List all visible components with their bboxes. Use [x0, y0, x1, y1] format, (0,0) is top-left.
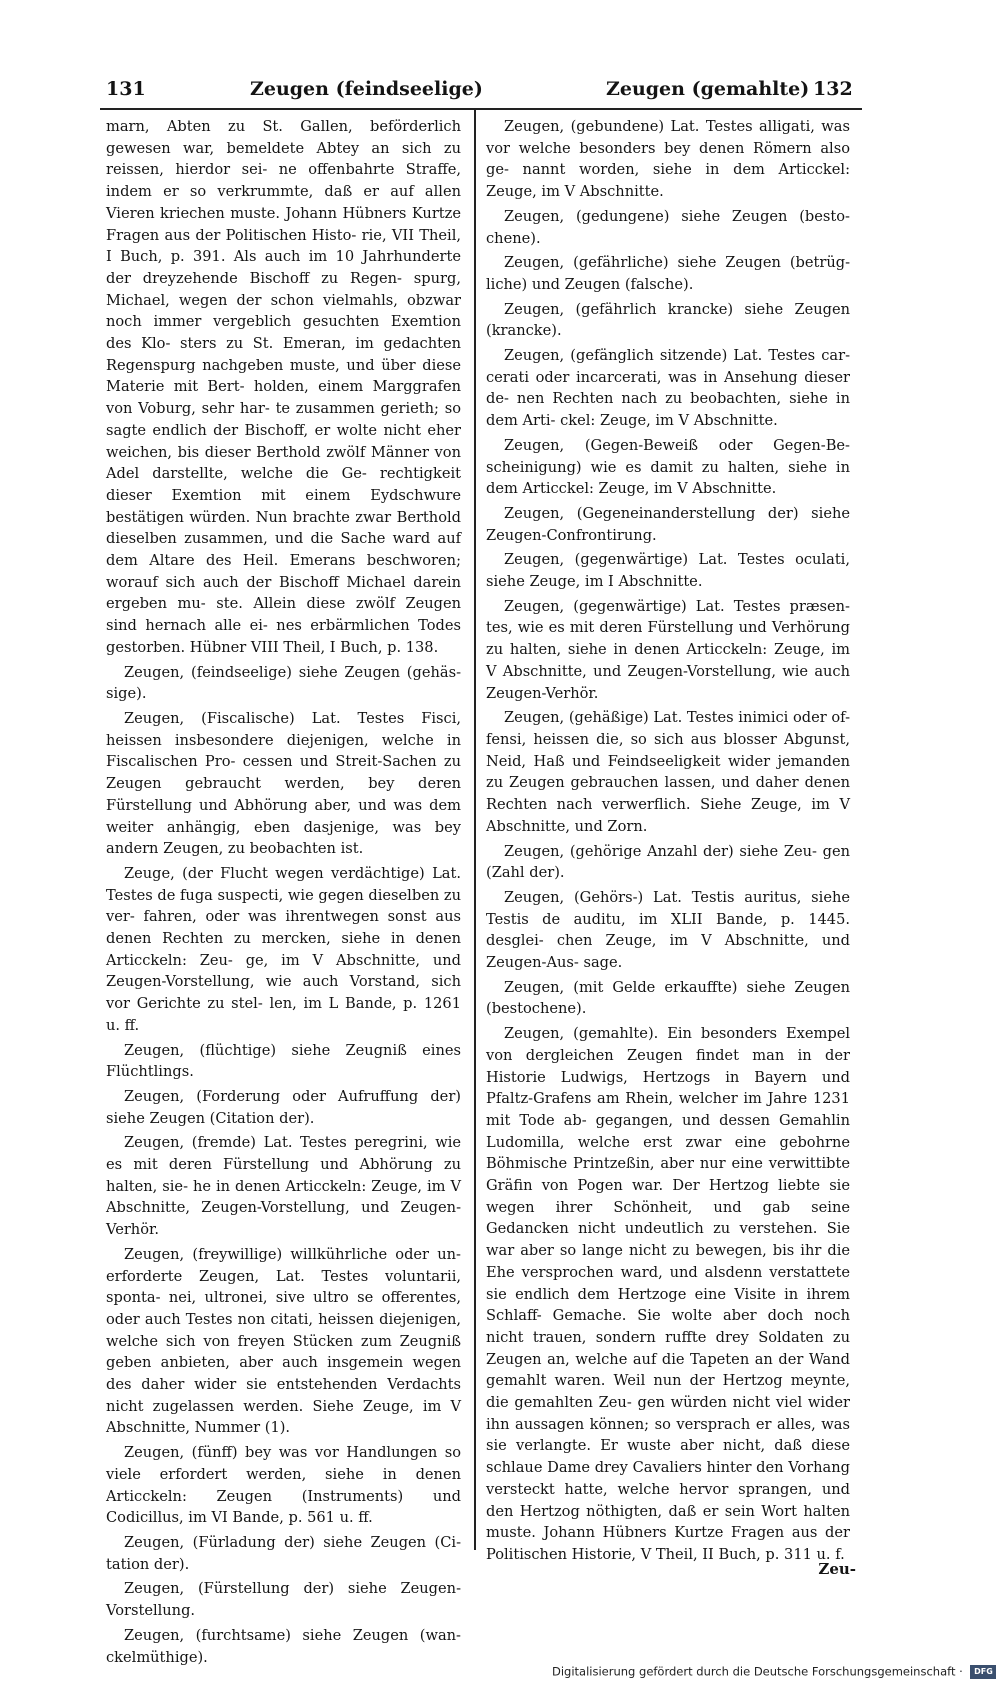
- entry-paragraph: Zeugen, (gehäßige) Lat. Testes inimici oder of- fensi, heissen die, so sich aus blosser Abgunst, Neid, Haß und Feindseeligkeit wider jemanden zu Zeugen gebrauchen lassen, und daher denen Rechten nach verwerflich. Siehe Zeuge, im V Abschnitte, und Zorn.: [486, 709, 850, 835]
- entry-paragraph: Zeugen, (gehörige Anzahl der) siehe Zeu- gen (Zahl der).: [486, 842, 850, 882]
- catchword: Zeu-: [818, 1560, 856, 1578]
- left-running-title: Zeugen (feindseelige): [250, 78, 483, 100]
- entry-paragraph: Zeugen, (gedungene) siehe Zeugen (besto- chene).: [486, 207, 850, 247]
- entry-paragraph: Zeugen, (gegenwärtige) Lat. Testes oculati, siehe Zeuge, im I Abschnitte.: [486, 551, 850, 591]
- right-running-title: Zeugen (gemahlte): [606, 78, 810, 100]
- entry-paragraph: Zeugen, (Gegen-Beweiß oder Gegen-Be- scheinigung) wie es damit zu halten, siehe in dem Articckel: Zeuge, im V Abschnitte.: [486, 436, 850, 498]
- entry-paragraph: Zeugen, (feindseelige) siehe Zeugen (gehäs- sige).: [106, 663, 461, 703]
- left-column: [106, 116, 461, 1671]
- entry-paragraph: Zeugen, (furchtsame) siehe Zeugen (wan- ckelmüthige).: [106, 1626, 461, 1666]
- entry-paragraph: Zeugen, (freywillige) willkührliche oder un- erforderte Zeugen, Lat. Testes voluntarii, sponta- nei, ultronei, sive ultro se offerentes, oder auch Testes non citati, heissen diejenigen, welche sich von freyen Stücken zum Zeugniß geben anbieten, aber auch insgemein wegen des daher wider sie entstehenden Verdachts nicht zugelassen werden. Siehe Zeuge, im V Abschnitte, Nummer (1).: [106, 1245, 461, 1437]
- footer-text: Digitalisierung gefördert durch die Deutsche Forschungsgemeinschaft ·: [552, 1664, 963, 1679]
- left-page-number: 131: [106, 78, 146, 100]
- entry-paragraph: Zeugen, (gefährlich krancke) siehe Zeugen (krancke).: [486, 300, 850, 340]
- right-column: [486, 116, 850, 1569]
- entry-paragraph: Zeugen, (gebundene) Lat. Testes alligati, was vor welche besonders bey denen Römern also ge- nannt worden, siehe in dem Articckel: Zeuge, im V Abschnitte.: [486, 118, 850, 201]
- entry-paragraph: Zeugen, (Fürladung der) siehe Zeugen (Ci- tation der).: [106, 1534, 461, 1573]
- page-header: [100, 66, 862, 110]
- entry-paragraph: Zeugen, (Forderung oder Aufruffung der) siehe Zeugen (Citation der).: [106, 1087, 461, 1127]
- entry-paragraph: Zeuge, (der Flucht wegen verdächtige) Lat. Testes de fuga suspecti, wie gegen dieselben zu ver- fahren, oder was ihrentwegen sonst aus denen Rechten zu mercken, siehe in denen Articckeln: Zeu- ge, im V Abschnitte, und Zeugen-Vorstellung, wie auch Vorstand, sich vor Gerichte zu stel- len, im L Bande, p. 1261 u. ff.: [106, 864, 461, 1034]
- entry-paragraph: Zeugen, (Fürstellung der) siehe Zeugen- Vorstellung.: [106, 1580, 461, 1620]
- digitization-footer: [552, 1664, 996, 1682]
- entry-paragraph: Zeugen, (fremde) Lat. Testes peregrini, wie es mit deren Fürstellung und Abhörung zu halten, sie- he in denen Articckeln: Zeuge, im V Abschnitte, Zeugen-Vorstellung, und Zeugen-Verhör.: [106, 1134, 461, 1239]
- column-divider: [474, 110, 476, 1550]
- entry-paragraph: Zeugen, (gegenwärtige) Lat. Testes præsen- tes, wie es mit deren Fürstellung und Verhörung zu halten, siehe in denen Articckeln: Zeuge, im V Abschnitte, und Zeugen-Vorstellung, wie auch Zeugen-Verhör.: [486, 597, 850, 702]
- entry-paragraph: Zeugen, (mit Gelde erkauffte) siehe Zeugen (bestochene).: [486, 978, 850, 1018]
- entry-paragraph: Zeugen, (gemahlte). Ein besonders Exempel von dergleichen Zeugen findet man in der Historie Ludwigs, Hertzogs in Bayern und Pfaltz-Grafens am Rhein, welcher im Jahre 1231 mit Tode ab- gegangen, und dessen Gemahlin Ludomilla, welche erst zwar eine gebohrne Böhmische Printzeßin, aber nur eine verwittibte Gräfin von Pogen war. Der Hertzog liebte sie wegen ihrer Schönheit, und gab seine Gedancken nicht undeutlich zu verstehen. Sie war aber so lange nicht zu bewegen, bis ihr die Ehe versprochen ward, und alsdenn verstattete sie endlich dem Hertzoge eine Visite in ihrem Schlaff- Gemache. Sie wolte aber doch noch nicht trauen, sondern ruffte drey Soldaten zu Zeugen an, welche auf die Tapeten an der Wand gemahlt waren. Weil nun der Hertzog meynte, die gemahlten Zeu- gen würden nicht viel wider ihn aussagen können; so versprach er alles, was sie verlangte. Er wuste aber nicht, daß diese schlaue Dame drey Cavaliers hinter den Vorhang versteckt hatte, welche hervor sprangen, und den Hertzog nöthigten, daß er sein Wort halten muste. Johann Hübners Kurtze Fragen aus der Politischen Historie, V Theil, II Buch, p. 311 u. f.: [486, 1025, 850, 1563]
- right-page-number: 132: [813, 78, 853, 100]
- entry-paragraph: Zeugen, (fünff) bey was vor Handlungen so viele erfordert werden, siehe in denen Articckeln: Zeugen (Instruments) und Codicillus, im VI Bande, p. 561 u. ff.: [106, 1444, 461, 1527]
- entry-paragraph: Zeugen, (Fiscalische) Lat. Testes Fisci, heissen insbesondere diejenigen, welche in Fiscalischen Pro- cessen und Streit-Sachen zu Zeugen gebraucht werden, bey deren Fürstellung und Abhörung aber, und was dem weiter anhängig, eben dasjenige, was bey andern Zeugen, zu beobachten ist.: [106, 709, 461, 858]
- entry-paragraph: Zeugen, (flüchtige) siehe Zeugniß eines Flüchtlings.: [106, 1041, 461, 1081]
- entry-paragraph: Zeugen, (Gehörs-) Lat. Testis auritus, siehe Testis de auditu, im XLII Bande, p. 1445. desglei- chen Zeuge, im V Abschnitte, und Zeugen-Aus- sage.: [486, 888, 850, 972]
- entry-paragraph: marn, Abten zu St. Gallen, beförderlich gewesen war, bemeldete Abtey an sich zu reissen, hierdor sei- ne offenbahrte Straffe, indem er so verkrummte, daß er auf allen Vieren kriechen muste. Johann Hübners Kurtze Fragen aus der Politischen Histo- rie, VII Theil, I Buch, p. 391. Als auch im 10 Jahrhunderte der dreyzehende Bischoff zu Regen- spurg, Michael, wegen der schon vielmahls, obzwar noch immer vergeblich gesuchten Exemtion des Klo- sters zu St. Emeran, im gedachten Regenspurg nachgeben muste, und über diese Materie mit Bert- holden, einem Marggrafen von Voburg, sehr har- te zusammen gerieth; so sagte endlich der Bischoff, er wolte nicht eher weichen, bis dieser Berthold zwölf Männer von Adel darstellte, welche die Ge- rechtigkeit dieser Exemtion mit einem Eydschwure bestätigen würden. Nun brachte zwar Berthold dieselben zusammen, und die Sache ward auf dem Altare des Heil. Emerans beschworen; worauf sich auch der Bischoff Michael darein ergeben mu- ste. Allein diese zwölf Zeugen sind hernach alle ei- nes erbärmlichen Todes gestorben. Hübner VIII Theil, I Buch, p. 138.: [106, 118, 461, 656]
- entry-paragraph: Zeugen, (Gegeneinanderstellung der) siehe Zeugen-Confrontirung.: [486, 504, 850, 544]
- header-rule: [100, 108, 862, 110]
- book-page: [100, 66, 862, 1666]
- entry-paragraph: Zeugen, (gefährliche) siehe Zeugen (betrüg- liche) und Zeugen (falsche).: [486, 254, 850, 293]
- entry-paragraph: Zeugen, (gefänglich sitzende) Lat. Testes car- cerati oder incarcerati, was in Ansehung dieser de- nen Rechten nach zu beobachten, siehe in dem Arti- ckel: Zeuge, im V Abschnitte.: [486, 347, 850, 430]
- dfg-logo: DFG: [970, 1665, 996, 1679]
